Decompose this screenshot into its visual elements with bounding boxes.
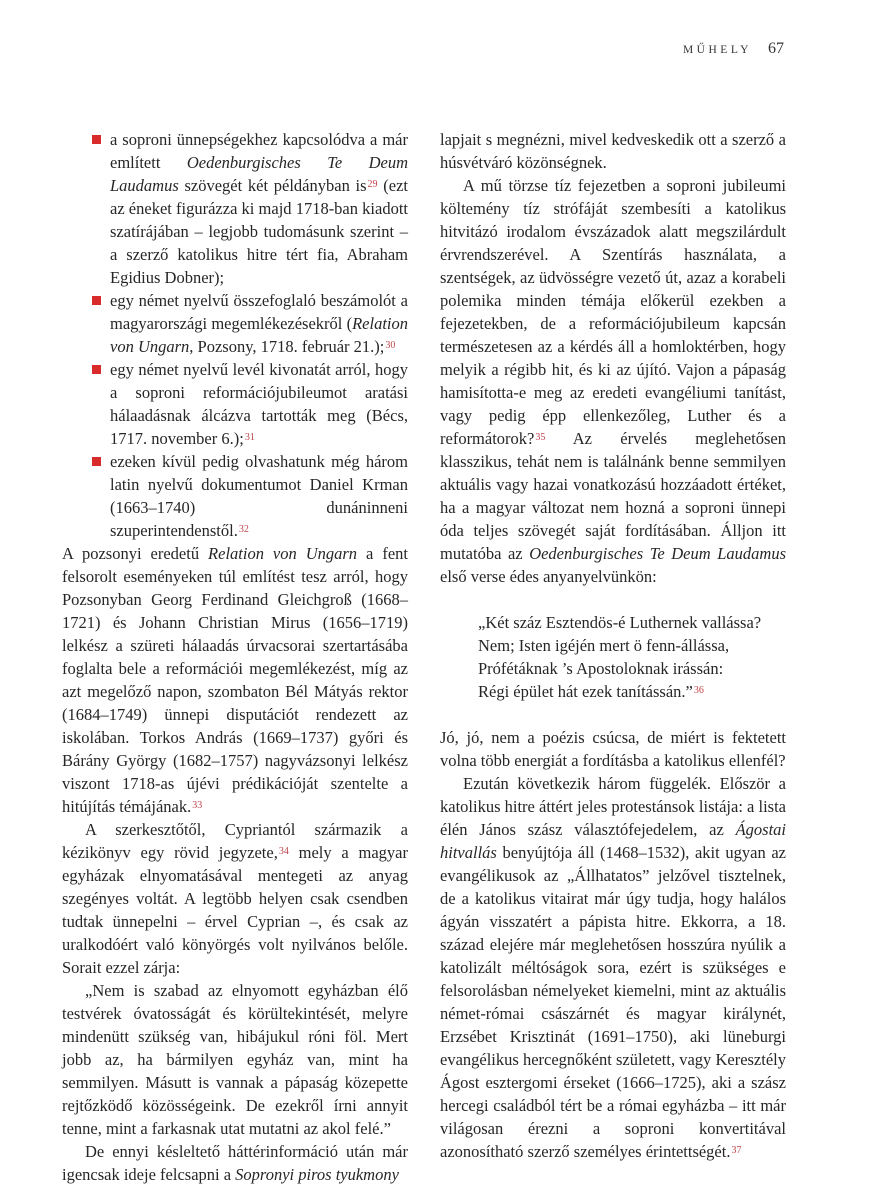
footnote-ref: 32: [238, 523, 249, 535]
text-run: Régi épület hát ezek tanítássán.”: [478, 682, 693, 701]
verse-line: [478, 611, 786, 634]
verse-quote: [478, 611, 786, 703]
text-run: a soproni ünnepségekhez kapcsolódva a már említett: [110, 130, 408, 172]
right-column: [440, 128, 786, 1186]
italic-text-run: Relation von Ungarn: [208, 544, 358, 563]
text-run: „Két száz Esztendös-é Luthernek vallássa?: [478, 613, 762, 632]
footnote-ref: 36: [693, 684, 704, 696]
text-run: „Nem is szabad az elnyomott egyházban élő testvérek óvatosságát és körültekintését, melyre mindenütt szükség van, hibájukul róni föl. Mert jobb az, ha bármilyen egyház van, mint ha semmilyen. Másutt is vannak a pápaság közepette rejtőzködő közösségeink. De ezekről írni annyit tenne, mint a farkasnak utat mutatni az akol felé.”: [62, 981, 408, 1138]
running-header: [683, 40, 784, 58]
text-run: egy német nyelvű levél kivonatát arról, hogy a soproni reformációjubileumot aratási hálaadásnak álcázva tartották meg (Bécs, 1717. november 6.);: [110, 360, 408, 448]
text-run: lapjait s megnézni, mivel kedveskedik ott a szerző a húsvétváró közönségnek.: [440, 130, 786, 172]
footnote-ref: 31: [244, 431, 255, 443]
bullet-square-icon: [92, 457, 101, 466]
italic-text-run: Oedenburgisches Te Deum Laudamus: [529, 544, 786, 563]
text-run: Ezután következik három függelék. Először a katolikus hitre áttért jeles protestánsok listája: a lista élén János szász választófejedelem, az: [440, 774, 786, 839]
text-run: a fent felsorolt eseményeken túl említést tesz arról, hogy Pozsonyban Georg Ferdinand Gleichgroß (1668–1721) és Johann Christian Mirus (1656–1719) lelkész a szüreti hálaadás úrvacsorai szertartásába foglalta bele a reformációi megemlékezést, míg az azt megelőző napon, szombaton Bél Mátyás rektor (1684–1749) ünnepi disputációt rendezett az iskolában. Torkos András (1669–1737) győri és Bárány György (1682–1757) nagyvázsonyi lelkész viszont 1718-as újévi prédikációját szentelte a hitújítás témájának.: [62, 544, 408, 816]
verse-line: [478, 680, 786, 703]
paragraph: [440, 128, 786, 174]
left-column: [62, 128, 408, 1186]
footnote-ref: 37: [731, 1144, 742, 1156]
text-run: Jó, jó, nem a poézis csúcsa, de miért is fektetett volna több energiát a fordításba a katolikus ellenfél?: [440, 728, 786, 770]
list-item: [62, 450, 408, 542]
footnote-ref: 35: [535, 431, 546, 443]
paragraph: [62, 979, 408, 1140]
text-run: (ezt az éneket figurázza ki majd 1718-ban kiadott szatírájában – legjobb tudomásunk szerint – a szerző katolikus hitre tért fia, Abraham Egidius Dobner);: [110, 176, 408, 287]
paragraph: [62, 542, 408, 818]
text-run: , Pozsony, 1718. február 21.);: [189, 337, 385, 356]
footnote-ref: 33: [192, 799, 203, 811]
italic-text-run: Ágostai hitvallás: [440, 820, 786, 862]
content-columns: [62, 128, 786, 1186]
page-number: 67: [768, 40, 784, 57]
bullet-square-icon: [92, 135, 101, 144]
text-run: benyújtója áll (1468–1532), akit ugyan az evangélikusok az „Állhatatos” jelzővel tisztelnek, de a katolikus vitairat már úgy tudja, hogy halálos ágyán visszatért a pápista hitre. Ekkorra, a 18. század elejére már meglehetősen hosszúra nyúlik a katolizált méltóságok sora, ezért is szükséges e felsorolásban némelyeket kiemelni, mint az aktuális német-római császárnét és magyar királynét, Erzsébet Krisztinát (1691–1750), aki lüneburgi evangélikus hercegnőként született, vagy Keresztély Ágost esztergomi érseket (1666–1725), aki a szász hercegi családból tért be a római egyházba – itt már világosan érezni a soproni konvertitával azonosítható szerző személyes érintettségét.: [440, 843, 786, 1161]
text-run: A szerkesztőtől, Cypriantól származik a kézikönyv egy rövid jegyzete,: [62, 820, 408, 862]
footnote-ref: 34: [278, 845, 289, 857]
footnote-ref: 30: [385, 339, 396, 351]
section-title: MŰHELY: [682, 44, 752, 56]
paragraph: [440, 174, 786, 588]
italic-text-run: Sopronyi piros tyukmony: [235, 1165, 399, 1184]
list-item: [62, 358, 408, 450]
verse-line: [478, 657, 786, 680]
text-run: Nem; Isten igéjén mert ö fenn-állássa,: [478, 636, 730, 655]
italic-text-run: Relation von Ungarn: [110, 314, 408, 356]
text-run: Az érvelés meglehetősen klasszikus, tehát nem is találnánk benne semmilyen aktuális vagy hazai vonatkozású hozzáadott értéket, ha a magyar változat nem hozná a soproni ünnepi óda teljes szövegét saját fordításában. Álljon itt mutatóba az: [440, 429, 786, 563]
text-run: A pozsonyi eredetű: [62, 544, 209, 563]
paragraph: [62, 1140, 408, 1186]
text-run: szövegét két példányban is: [178, 176, 367, 195]
text-run: ezeken kívül pedig olvashatunk még három latin nyelvű dokumentumot Daniel Krman (1663–1740) dunáninneni szuperintendenstől.: [110, 452, 408, 540]
footnote-ref: 29: [367, 178, 378, 190]
bullet-square-icon: [92, 296, 101, 305]
text-run: A mű törzse tíz fejezetben a soproni jubileumi költemény tíz strófáját szembesíti a katolikus hitvitázó irodalom évszázadok alatt megszilárdult érvrendszerével. A Szentírás használata, a szentségek, az üdvösségre vezető út, azaz a korabeli polemika minden témája előkerül ezekben a fejezetekben, de a reformációjubileum kapcsán természetesen az a kérdés áll a homloktérben, hogy melyik a régibb hit, és ki az újító. Vajon a pápaság hamisította-e meg az eredeti evangéliumi tanítást, vagy pedig épp ellenkezőleg, Luther és a reformátorok?: [440, 176, 786, 448]
paragraph: [440, 726, 786, 772]
list-item: [62, 289, 408, 358]
text-run: Prófétáknak ’s Apostoloknak irássán:: [478, 659, 724, 678]
verse-line: [478, 634, 786, 657]
text-run: egy német nyelvű összefoglaló beszámolót a magyarországi megemlékezésekről (: [110, 291, 408, 333]
paragraph: [62, 818, 408, 979]
italic-text-run: Oedenburgisches Te Deum Laudamus: [110, 153, 408, 195]
text-run: De ennyi késleltető háttérinformáció után már igencsak ideje felcsapni a: [62, 1142, 408, 1184]
bullet-list: [62, 128, 408, 542]
text-run: mely a magyar egyházak elnyomatásával mentegeti az anyag szegényes voltát. A legtöbb helyen csak csendben tudtak ünnepelni – érvel Cyprian –, és csak az uralkodóért való könyörgés volt nyilvános belőle. Sorait ezzel zárja:: [62, 843, 408, 977]
paragraph: [440, 772, 786, 1163]
bullet-square-icon: [92, 365, 101, 374]
text-run: első verse édes anyanyelvünkön:: [440, 567, 657, 586]
list-item: [62, 128, 408, 289]
